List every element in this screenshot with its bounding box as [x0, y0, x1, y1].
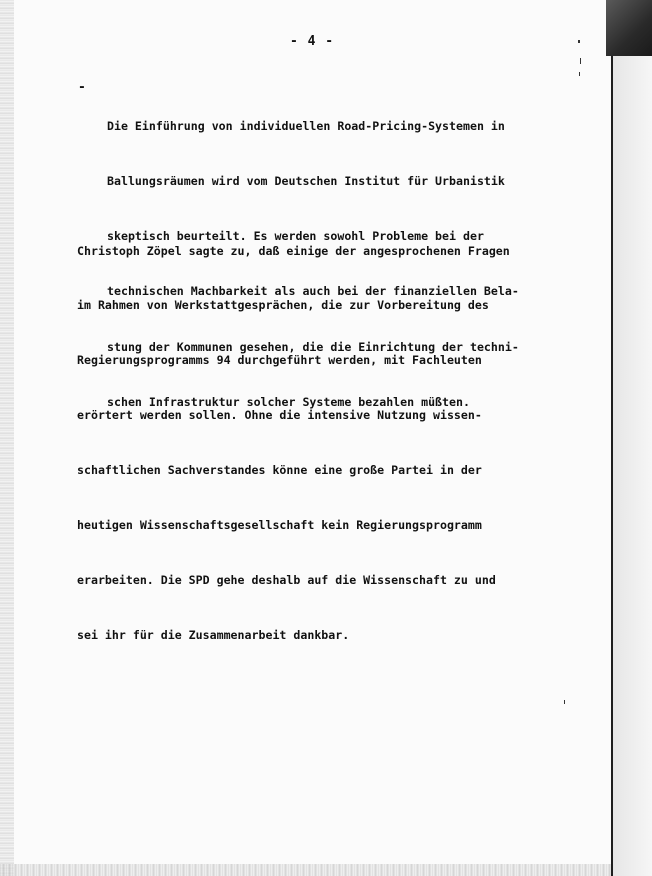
- text-line: Christoph Zöpel sagte zu, daß einige der angesprochenen Fragen: [77, 243, 510, 258]
- text-line: erarbeiten. Die SPD gehe deshalb auf die Wissenschaft zu und: [77, 572, 496, 587]
- scan-edge-left: [0, 0, 14, 876]
- text-line: sei ihr für die Zusammenarbeit dankbar.: [77, 627, 350, 642]
- text-line: Die Einführung von individuellen Road-Pricing-Systemen in: [107, 118, 505, 133]
- body-paragraph: [77, 205, 510, 681]
- text-line: Ballungsräumen wird vom Deutschen Institut für Urbanistik: [107, 174, 505, 189]
- text-line: im Rahmen von Werkstattgesprächen, die zur Vorbereitung des: [77, 298, 489, 313]
- text-line: stung der Kommunen gesehen, die die Einrichtung der techni-: [107, 339, 519, 354]
- scan-speck: [580, 58, 581, 64]
- text-line: schaftlichen Sachverstandes könne eine große Partei in der: [77, 463, 482, 478]
- text-line: schen Infrastruktur solcher Systeme bezahlen müßten.: [107, 394, 470, 409]
- scan-speck: [579, 72, 580, 76]
- text-line: erörtert werden sollen. Ohne die intensive Nutzung wissen-: [77, 408, 482, 423]
- text-line: Regierungsprogramms 94 durchgeführt werden, mit Fachleuten: [77, 353, 482, 368]
- scan-corner-shadow: [606, 0, 652, 56]
- scan-margin-right: [613, 56, 652, 876]
- scan-edge-bottom: [0, 864, 652, 876]
- scan-speck: [578, 40, 580, 43]
- page-number: - 4 -: [290, 34, 335, 49]
- text-line: heutigen Wissenschaftsgesellschaft kein Regierungsprogramm: [77, 518, 482, 533]
- text-line: skeptisch beurteilt. Es werden sowohl Probleme bei der: [107, 229, 484, 244]
- text-line: technischen Machbarkeit als auch bei der finanziellen Bela-: [107, 284, 519, 299]
- scan-speck: [564, 700, 565, 704]
- bullet-marker: -: [78, 80, 86, 95]
- page-edge-right: [611, 56, 613, 876]
